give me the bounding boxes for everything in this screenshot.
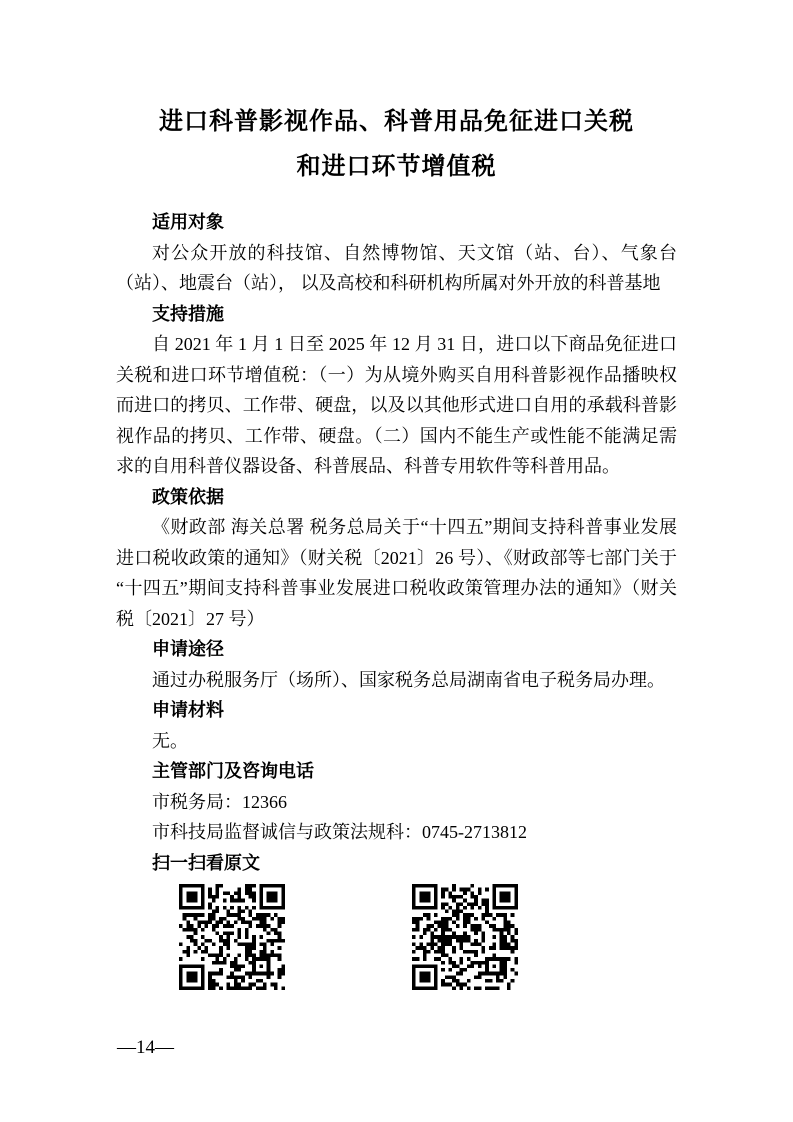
title-line-1: 进口科普影视作品、科普用品免征进口关税 [159,106,634,135]
para-tax-bureau-phone: 市税务局：12366 [152,791,287,812]
para-applicable-targets: 对公众开放的科技馆、自然博物馆、天文馆（站、台）、气象台（站）、地震台（站）， 以及高校和科研机构所属对外开放的科普基地 [116,242,677,293]
qr-code-icon-left [179,884,285,990]
para-application-materials: 无。 [152,730,188,751]
heading-policy-basis: 政策依据 [152,486,224,507]
heading-support-measures: 支持措施 [152,303,224,324]
para-application-channel: 通过办税服务厅（场所）、国家税务总局湖南省电子税务局办理。 [152,669,665,690]
heading-department-contacts: 主管部门及咨询电话 [152,761,314,781]
para-policy-basis: 《财政部 海关总署 税务总局关于“十四五”期间支持科普事业发展进口税收政策的通知》（财关税〔2021〕26 号）、《财政部等七部门关于“十四五”期间支持科普事业发展进口税收政策管理办法的通知》（财关税〔2021〕27 号） [116,517,677,629]
qr-code-icon-right [412,884,518,990]
heading-applicable-targets: 适用对象 [152,212,224,232]
heading-application-materials: 申请材料 [152,700,224,720]
para-support-measures: 自 2021 年 1 月 1 日至 2025 年 12 月 31 日，进口以下商品免征进口关税和进口环节增值税：（一）为从境外购买自用科普影视作品播映权而进口的拷贝、工作带、硬盘，以及以其他形式进口自用的承载科普影视作品的拷贝、工作带、硬盘。（二）国内不能生产或性能不能满足需求的自用科普仪器设备、科普展品、科普专用软件等科普用品。 [116,334,677,476]
page-number: —14— [117,1037,174,1058]
para-science-bureau-phone: 市科技局监督诚信与政策法规科：0745-2713812 [152,822,527,842]
title-line-2: 和进口环节增值税 [296,151,497,180]
document-body [116,207,677,878]
heading-application-channel: 申请途径 [152,639,224,659]
heading-scan-original: 扫一扫看原文 [152,852,260,873]
document-title [0,0,793,188]
